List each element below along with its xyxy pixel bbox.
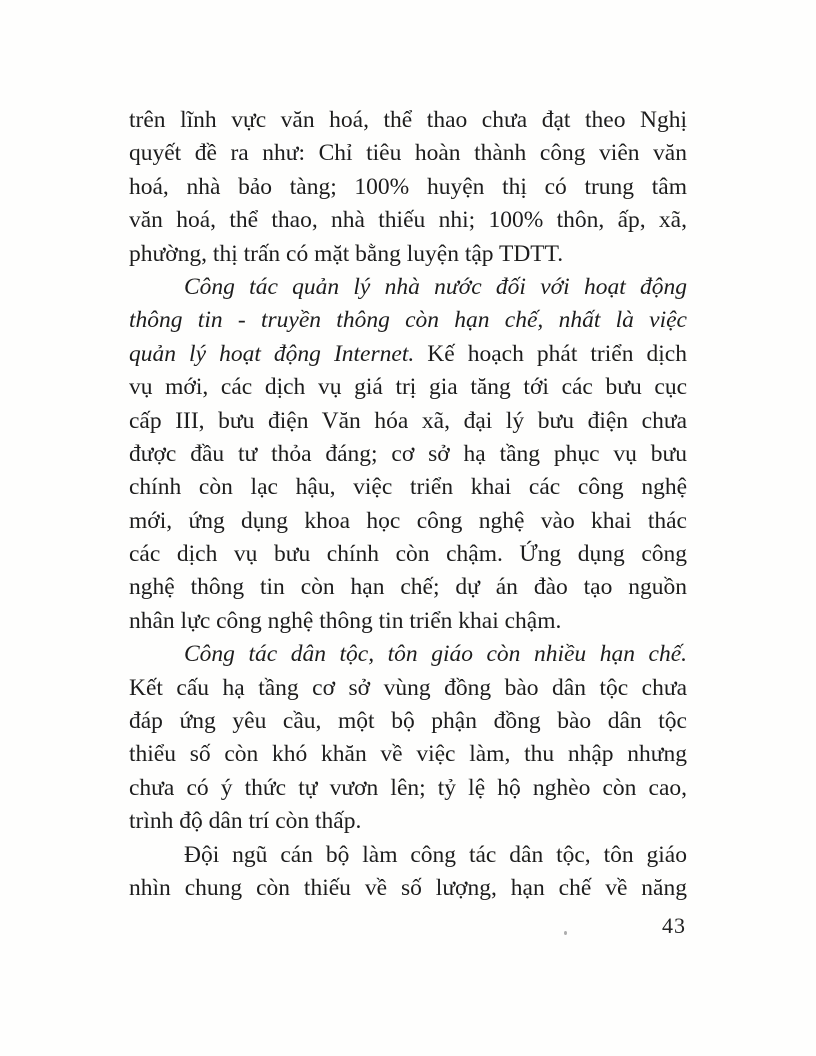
text-run: trên lĩnh vực văn hoá, thể thao chưa đạt theo Nghị (129, 107, 687, 133)
text-run: Kết cấu hạ tầng cơ sở vùng đồng bào dân tộc chưa (129, 674, 687, 701)
italic-run: thông tin - truyền thông còn hạn chế, nhất là việc (129, 307, 687, 334)
text-block (129, 104, 687, 905)
text-line (129, 538, 687, 571)
text-run: các dịch vụ bưu chính còn chậm. Ứng dụng công (129, 541, 687, 568)
text-run: thiểu số còn khó khăn về việc làm, thu nhập nhưng (129, 741, 687, 768)
italic-run: Công tác quản lý nhà nước đối với hoạt động (184, 273, 687, 300)
text-line (129, 405, 687, 438)
text-line (129, 204, 687, 237)
text-run: được đầu tư thỏa đáng; cơ sở hạ tầng phục vụ bưu (129, 440, 687, 467)
text-line (129, 571, 687, 604)
text-line (129, 638, 687, 671)
text-run: chưa có ý thức tự vươn lên; tỷ lệ hộ nghèo còn cao, (129, 774, 687, 801)
text-line (129, 805, 687, 838)
text-line (129, 872, 687, 905)
text-line (129, 438, 687, 471)
text-line (129, 271, 687, 304)
text-run: cấp III, bưu điện Văn hóa xã, đại lý bưu điện chưa (129, 407, 687, 434)
text-line (129, 505, 687, 538)
text-line (129, 171, 687, 204)
text-run: nhìn chung còn thiếu về số lượng, hạn chế về năng (129, 874, 687, 901)
text-run: phường, thị trấn có mặt bằng luyện tập TDTT. (129, 240, 564, 267)
text-line (129, 738, 687, 771)
text-run: nghệ thông tin còn hạn chế; dự án đào tạo nguồn (129, 574, 687, 601)
text-run: nhân lực công nghệ thông tin triển khai chậm. (129, 607, 562, 634)
paragraph (129, 104, 687, 271)
italic-run: quản lý hoạt động Internet. (129, 340, 415, 367)
text-line (129, 338, 687, 371)
text-line (129, 839, 687, 872)
page-number: 43 (662, 913, 686, 938)
text-run: hoá, nhà bảo tàng; 100% huyện thị có trung tâm (129, 173, 687, 200)
text-run: Kế hoạch phát triển dịch (414, 340, 687, 367)
text-run: văn hoá, thể thao, nhà thiếu nhi; 100% thôn, ấp, xã, (129, 207, 687, 234)
italic-run: Công tác dân tộc, tôn giáo còn nhiều hạn chế. (184, 641, 687, 668)
text-line (129, 304, 687, 337)
text-run: chính còn lạc hậu, việc triển khai các công nghệ (129, 474, 687, 501)
text-line (129, 471, 687, 504)
text-run: quyết đề ra như: Chỉ tiêu hoàn thành công viên văn (129, 140, 687, 167)
text-line (129, 371, 687, 404)
text-line (129, 605, 687, 638)
paragraph (129, 271, 687, 638)
text-run: Đội ngũ cán bộ làm công tác dân tộc, tôn giáo (184, 841, 687, 868)
paragraph (129, 638, 687, 838)
paragraph (129, 839, 687, 906)
text-run: trình độ dân trí còn thấp. (129, 808, 362, 835)
text-line (129, 772, 687, 805)
text-run: đáp ứng yêu cầu, một bộ phận đồng bào dân tộc (129, 708, 687, 735)
text-line (129, 705, 687, 738)
text-line (129, 104, 687, 137)
text-run: vụ mới, các dịch vụ giá trị gia tăng tới các bưu cục (129, 374, 687, 401)
text-run: mới, ứng dụng khoa học công nghệ vào khai thác (129, 507, 687, 534)
ink-speck (564, 931, 567, 935)
text-line (129, 137, 687, 170)
text-line (129, 238, 687, 271)
text-line (129, 672, 687, 705)
